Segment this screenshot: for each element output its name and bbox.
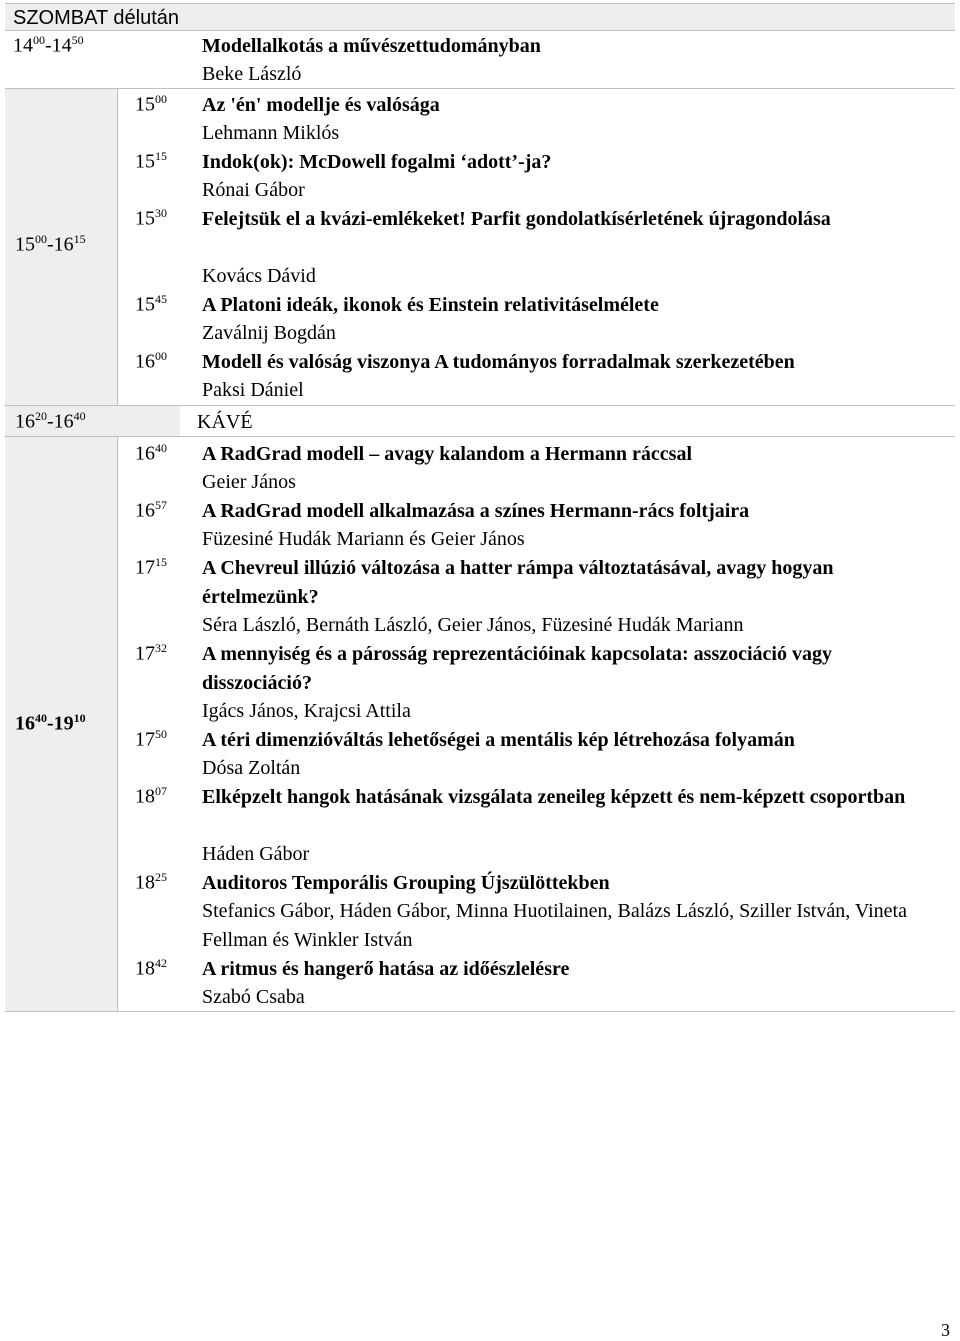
- talk-hour: 16: [135, 499, 155, 522]
- talk-author: Séra László, Bernáth László, Geier János, Füzesiné Hudák Mariann: [202, 614, 744, 636]
- page-number: 3: [941, 1320, 950, 1340]
- talk-minute: 15: [155, 149, 167, 163]
- main-session-row: [5, 31, 955, 88]
- talk-title: Indok(ok): McDowell fogalmi ‘adott’-ja?: [202, 151, 552, 173]
- time-hour: 14: [13, 34, 33, 57]
- session-2: [5, 436, 955, 1012]
- talk-time: [135, 292, 167, 317]
- talk-time: [135, 555, 167, 580]
- talk-hour: 18: [135, 957, 155, 980]
- talk-hour: 17: [135, 556, 155, 579]
- talk-title: A ritmus és hangerő hatása az időészlelésre: [202, 958, 570, 980]
- talk-author: Zaválnij Bogdán: [202, 322, 336, 344]
- talk-hour: 15: [135, 293, 155, 316]
- talk-minute: 45: [155, 292, 167, 306]
- talk-time: [135, 349, 167, 374]
- talk-author: Lehmann Miklós: [202, 122, 340, 144]
- session-2-time: $16^{40}-19^{10}$: [15, 711, 86, 735]
- talk-title: A téri dimenzióváltás lehetőségei a mentális kép létrehozása folyamán: [202, 729, 795, 751]
- talk-author: Igács János, Krajcsi Attila: [202, 700, 411, 722]
- talk-author: Kovács Dávid: [202, 265, 316, 287]
- talk-minute: 30: [155, 206, 167, 220]
- time-minute: 00: [33, 33, 45, 47]
- talk-time: [135, 956, 167, 981]
- talk-author: Háden Gábor: [202, 843, 310, 865]
- time-hour: 16: [15, 410, 35, 433]
- talk-minute: 07: [155, 784, 167, 798]
- column-divider: [117, 89, 118, 405]
- break-row: [5, 405, 955, 436]
- talk-time: [135, 441, 167, 466]
- break-label: KÁVÉ: [197, 411, 253, 433]
- talk-time: [135, 784, 167, 809]
- talk-time: [135, 727, 167, 752]
- talk-hour: 15: [135, 207, 155, 230]
- time-hour: 16: [53, 233, 74, 256]
- talk-hour: 18: [135, 871, 155, 894]
- time-minute: 00: [35, 232, 47, 246]
- time-hour: 16: [15, 712, 35, 735]
- talk-title: Elképzelt hangok hatásának vizsgálata zeneileg képzett és nem-képzett csoportban: [202, 786, 906, 808]
- talk-minute: 57: [155, 498, 167, 512]
- talk-author: Füzesiné Hudák Mariann és Geier János: [202, 528, 525, 550]
- talk-minute: 15: [155, 555, 167, 569]
- main-session-title: Modellalkotás a művészettudományban: [202, 35, 541, 57]
- time-minute: 20: [35, 409, 47, 423]
- talk-time: [135, 206, 167, 231]
- talk-author: Paksi Dániel: [202, 379, 304, 401]
- talk-minute: 50: [155, 727, 167, 741]
- talk-minute: 00: [155, 349, 167, 363]
- talk-time: [135, 92, 167, 117]
- talk-title: A RadGrad modell alkalmazása a színes Hermann-rács foltjaira: [202, 500, 750, 522]
- talk-hour: 15: [135, 150, 155, 173]
- talk-title: Auditoros Temporális Grouping Újszülöttekben: [202, 872, 610, 894]
- talk-minute: 25: [155, 870, 167, 884]
- talk-hour: 17: [135, 642, 155, 665]
- talk-author: Stefanics Gábor, Háden Gábor, Minna Huotilainen, Balázs László, Sziller István, Vineta Fellman és Winkler István: [202, 900, 907, 951]
- session-1: [5, 88, 955, 405]
- talk-hour: 16: [135, 442, 155, 465]
- talk-hour: 16: [135, 350, 155, 373]
- time-minute: 10: [73, 711, 86, 725]
- time-minute: 40: [73, 409, 86, 423]
- column-divider: [117, 437, 118, 1011]
- talk-title: A Chevreul illúzió változása a hatter rámpa változtatásával, avagy hogyan értelmezünk?: [202, 557, 834, 608]
- talk-time: [135, 149, 167, 174]
- time-hour: 16: [53, 410, 74, 433]
- session-1-time: $15^{00}-16^{15}$: [15, 232, 86, 256]
- talk-time: [135, 870, 167, 895]
- talk-author: Geier János: [202, 471, 296, 493]
- talk-minute: 00: [155, 92, 167, 106]
- talk-title: A Platoni ideák, ikonok és Einstein relativitáselmélete: [202, 294, 659, 316]
- main-session-time: $14^{00}-14^{50}$: [13, 33, 84, 57]
- time-minute: 15: [73, 232, 86, 246]
- talk-minute: 42: [155, 956, 167, 970]
- talk-minute: 40: [155, 441, 167, 455]
- talk-time: [135, 498, 167, 523]
- section-header: SZOMBAT délután: [5, 3, 955, 31]
- talk-title: Modell és valóság viszonya A tudományos forradalmak szerkezetében: [202, 351, 795, 373]
- talk-hour: 18: [135, 785, 155, 808]
- talk-title: A mennyiség és a párosság reprezentációinak kapcsolata: asszociáció vagy disszociáció?: [202, 643, 832, 694]
- talk-minute: 32: [155, 641, 167, 655]
- time-hour: 19: [53, 712, 74, 735]
- time-minute: 40: [35, 711, 47, 725]
- talk-author: Dósa Zoltán: [202, 757, 301, 779]
- talk-title: Az 'én' modellje és valósága: [202, 94, 440, 116]
- talk-author: Szabó Csaba: [202, 986, 305, 1008]
- talk-title: A RadGrad modell – avagy kalandom a Hermann ráccsal: [202, 443, 693, 465]
- main-session-author: Beke László: [202, 63, 302, 85]
- talk-title: Felejtsük el a kvázi-emlékeket! Parfit gondolatkísérletének újragondolása: [202, 208, 831, 230]
- break-time: $16^{20}-16^{40}$: [15, 409, 86, 433]
- talk-author: Rónai Gábor: [202, 179, 305, 201]
- time-hour: 14: [51, 34, 72, 57]
- talk-hour: 17: [135, 728, 155, 751]
- talk-time: [135, 641, 167, 666]
- time-hour: 15: [15, 233, 35, 256]
- time-minute: 50: [71, 33, 84, 47]
- talk-hour: 15: [135, 93, 155, 116]
